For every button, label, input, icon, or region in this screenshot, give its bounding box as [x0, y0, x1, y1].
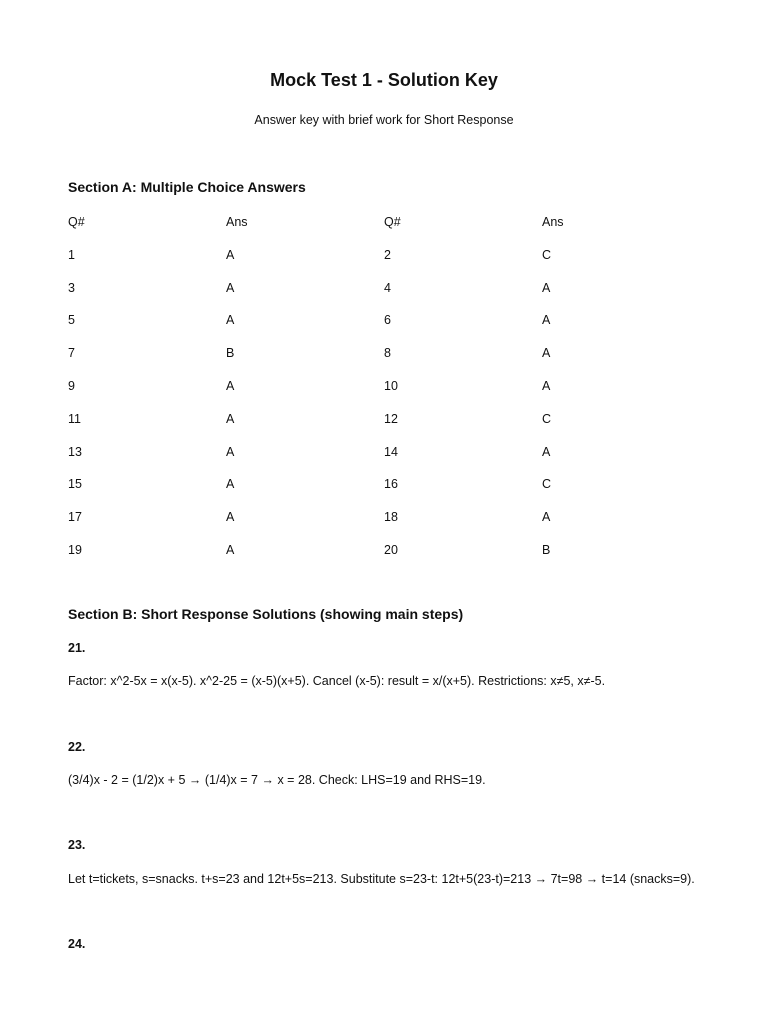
answer-letter: A: [542, 444, 551, 459]
table-header-row: [68, 207, 700, 240]
question-number: 11: [68, 411, 81, 426]
answer-letter: A: [226, 444, 235, 459]
answer-letter: A: [226, 411, 235, 426]
answer-letter: A: [226, 247, 235, 262]
question-number: 4: [384, 280, 391, 295]
table-row: [68, 437, 700, 470]
question-number: 17: [68, 510, 82, 525]
table-row: [68, 535, 700, 568]
question-23-label: 23.: [68, 838, 86, 852]
question-23-solution: Let t=tickets, s=snacks. t+s=23 and 12t+5s=213. Substitute s=23-t: 12t+5(23-t)=213 → 7t=98 → t=14 (snacks=9).: [68, 872, 695, 886]
table-row: [68, 338, 700, 371]
question-number: 20: [384, 542, 398, 557]
multiple-choice-answer-table: [68, 207, 700, 568]
answer-letter: B: [542, 542, 551, 557]
table-row: [68, 305, 700, 338]
question-number: 1: [68, 247, 75, 262]
question-24-label: 24.: [68, 937, 86, 951]
question-number: 16: [384, 477, 398, 492]
question-number: 9: [68, 378, 75, 393]
question-number: 6: [384, 313, 391, 328]
question-21-solution: Factor: x^2-5x = x(x-5). x^2-25 = (x-5)(x+5). Cancel (x-5): result = x/(x+5). Restrictions: x≠5, x≠-5.: [68, 674, 606, 688]
section-a-heading: Section A: Multiple Choice Answers: [68, 179, 306, 195]
question-number: 13: [68, 444, 82, 459]
answer-letter: A: [542, 313, 551, 328]
answer-letter: A: [226, 477, 235, 492]
column-header-answer: Ans: [542, 215, 564, 229]
answer-letter: C: [542, 477, 552, 492]
answer-letter: A: [542, 378, 551, 393]
question-22-solution: (3/4)x - 2 = (1/2)x + 5 → (1/4)x = 7 → x = 28. Check: LHS=19 and RHS=19.: [68, 773, 486, 787]
question-number: 2: [384, 247, 391, 262]
answer-letter: A: [226, 510, 235, 525]
table-row: [68, 502, 700, 535]
question-number: 19: [68, 542, 82, 557]
answer-letter: C: [542, 247, 552, 262]
column-header-answer: Ans: [226, 215, 248, 229]
question-22-label: 22.: [68, 740, 86, 754]
question-number: 14: [384, 444, 398, 459]
answer-letter: A: [542, 280, 551, 295]
column-header-question: Q#: [384, 215, 401, 229]
question-number: 18: [384, 510, 398, 525]
answer-letter: A: [226, 542, 235, 557]
table-row: [68, 240, 700, 273]
question-number: 12: [384, 411, 398, 426]
answer-letter: A: [226, 378, 235, 393]
question-21-label: 21.: [68, 641, 86, 655]
table-row: [68, 371, 700, 404]
question-number: 5: [68, 313, 75, 328]
page-subtitle: Answer key with brief work for Short Response: [254, 113, 514, 127]
question-number: 8: [384, 346, 391, 361]
question-number: 15: [68, 477, 82, 492]
question-number: 10: [384, 378, 398, 393]
question-number: 3: [68, 280, 75, 295]
answer-letter: C: [542, 411, 552, 426]
answer-letter: A: [542, 510, 551, 525]
answer-letter: A: [226, 313, 235, 328]
page-title: Mock Test 1 - Solution Key: [270, 70, 498, 90]
answer-letter: A: [226, 280, 235, 295]
table-row: [68, 273, 700, 306]
question-number: 7: [68, 346, 75, 361]
answer-letter: B: [226, 346, 235, 361]
section-b-heading: Section B: Short Response Solutions (showing main steps): [68, 606, 464, 622]
answer-letter: A: [542, 346, 551, 361]
table-row: [68, 469, 700, 502]
column-header-question: Q#: [68, 215, 85, 229]
table-row: [68, 404, 700, 437]
